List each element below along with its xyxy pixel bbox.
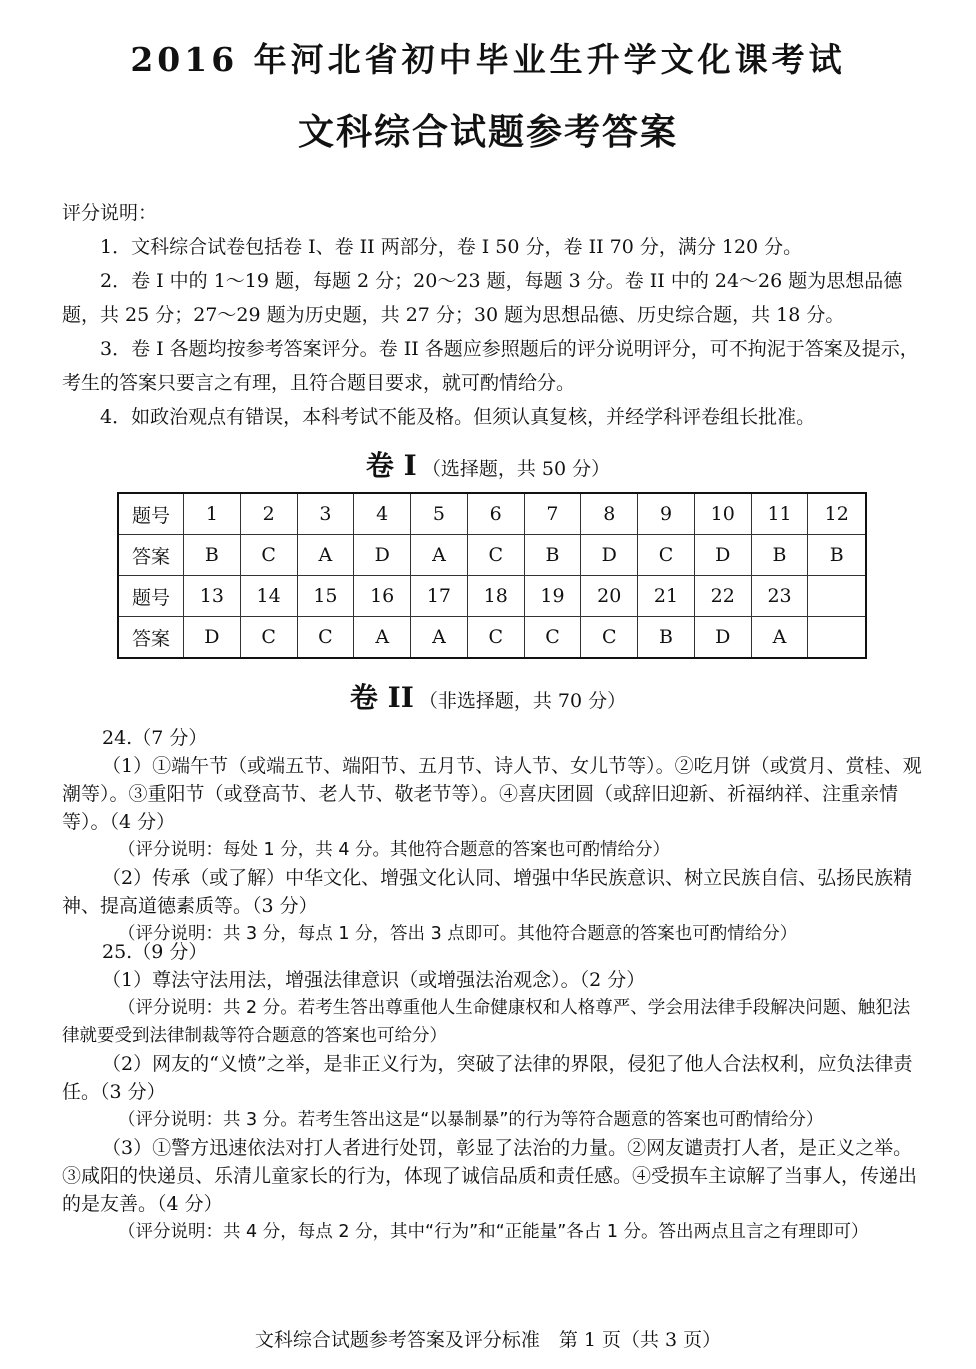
table-cell: 10: [694, 493, 751, 535]
table-cell: 7: [524, 493, 581, 535]
table-cell: 5: [411, 493, 468, 535]
part1-note: （选择题，共 50 分）: [421, 458, 611, 480]
row-header: 答案: [118, 617, 184, 659]
row-header: 答案: [118, 535, 184, 576]
table-cell: D: [184, 617, 241, 659]
question-24-note-2: （评分说明：共 3 分，每点 1 分，答出 3 点即可。其他符合题意的答案也可酌情给分）: [118, 924, 798, 944]
table-cell: 12: [808, 493, 866, 535]
table-cell: A: [354, 617, 411, 659]
table-cell: D: [581, 535, 638, 576]
table-cell: A: [297, 535, 354, 576]
table-cell: [808, 617, 866, 659]
question-25-head: 25.（9 分）: [102, 941, 208, 963]
row-header: 题号: [118, 576, 184, 617]
table-cell: 15: [297, 576, 354, 617]
table-cell: 9: [638, 493, 695, 535]
table-cell: C: [581, 617, 638, 659]
table-cell: C: [467, 535, 524, 576]
table-cell: 3: [297, 493, 354, 535]
answer-table: [117, 492, 867, 659]
question-25-note-3: （评分说明：共 4 分，每点 2 分，其中“行为”和“正能量”各占 1 分。答出两点且言之有理即可）: [118, 1222, 869, 1242]
row-header: 题号: [118, 493, 184, 535]
table-cell: 20: [581, 576, 638, 617]
table-cell: 16: [354, 576, 411, 617]
table-cell: 8: [581, 493, 638, 535]
question-24-note-1: （评分说明：每处 1 分，共 4 分。其他符合题意的答案也可酌情给分）: [118, 840, 671, 860]
table-cell: 18: [467, 576, 524, 617]
table-cell: 6: [467, 493, 524, 535]
scoring-item-4: 4．如政治观点有错误，本科考试不能及格。但须认真复核，并经学科评卷组长批准。: [100, 406, 816, 428]
scoring-item-3: 3．卷 I 各题均按参考答案评分。卷 II 各题应参照题后的评分说明评分，可不拘泥于答案及提示，考生的答案只要言之有理，且符合题目要求，就可酌情给分。: [62, 338, 919, 394]
table-cell: 14: [240, 576, 297, 617]
question-24-answer-2: （2）传承（或了解）中华文化、增强文化认同、增强中华民族意识、树立民族自信、弘扬民族精神、提高道德素质等。（3 分）: [62, 867, 913, 917]
table-cell: C: [297, 617, 354, 659]
table-cell: C: [638, 535, 695, 576]
page-footer: 文科综合试题参考答案及评分标准 第 1 页（共 3 页）: [254, 1329, 722, 1351]
table-cell: B: [524, 535, 581, 576]
question-25-answer-3: （3）①警方迅速依法对打人者进行处罚，彰显了法治的力量。②网友谴责打人者，是正义之举。③咸阳的快递员、乐清儿童家长的行为，体现了诚信品质和责任感。④受损车主谅解了当事人，传递出的是友善。（4 分）: [62, 1137, 918, 1215]
table-row: [118, 535, 866, 576]
part2-note: （非选择题，共 70 分）: [418, 690, 627, 712]
question-24-answer-1: （1）①端午节（或端五节、端阳节、五月节、诗人节、女儿节等）。②吃月饼（或赏月、赏桂、观潮等）。③重阳节（或登高节、老人节、敬老节等）。④喜庆团圆（或辞旧迎新、祈福纳祥、注重亲情等）。（4 分）: [62, 755, 922, 833]
table-cell: 17: [411, 576, 468, 617]
table-cell: 1: [184, 493, 241, 535]
question-24: [62, 724, 924, 948]
question-24-head: 24.（7 分）: [102, 727, 208, 749]
table-cell: A: [751, 617, 808, 659]
question-25-note-1: （评分说明：共 2 分。若考生答出尊重他人生命健康权和人格尊严、学会用法律手段解决问题、触犯法律就要受到法律制裁等符合题意的答案也可给分）: [62, 998, 911, 1046]
table-cell: 2: [240, 493, 297, 535]
table-cell: D: [694, 535, 751, 576]
scoring-item-2: 2．卷 I 中的 1～19 题，每题 2 分；20～23 题，每题 3 分。卷 II 中的 24～26 题为思想品德题，共 25 分；27～29 题为历史题，共 27 分；30 题为思想品德、历史综合题，共 18 分。: [62, 270, 903, 326]
table-cell: B: [751, 535, 808, 576]
part2-heading: [0, 676, 976, 716]
table-cell: D: [694, 617, 751, 659]
question-25-answer-2: （2）网友的“义愤”之举，是非正义行为，突破了法律的界限，侵犯了他人合法权利，应负法律责任。（3 分）: [62, 1053, 913, 1103]
part1-label: 卷 I: [365, 449, 417, 482]
table-cell: A: [411, 617, 468, 659]
question-25-answer-1: （1）尊法守法用法，增强法律意识（或增强法治观念）。（2 分）: [102, 969, 646, 991]
table-cell: 21: [638, 576, 695, 617]
table-cell: 23: [751, 576, 808, 617]
exam-title: 2016 年河北省初中毕业生升学文化课考试: [130, 40, 846, 79]
table-cell: 19: [524, 576, 581, 617]
table-cell: A: [411, 535, 468, 576]
table-cell: C: [524, 617, 581, 659]
answer-key-title: 文科综合试题参考答案: [297, 112, 678, 153]
question-25-note-2: （评分说明：共 3 分。若考生答出这是“以暴制暴”的行为等符合题意的答案也可酌情给分）: [118, 1110, 824, 1130]
table-cell: [808, 576, 866, 617]
table-cell: C: [240, 535, 297, 576]
table-row: [118, 617, 866, 659]
table-row: [118, 576, 866, 617]
table-cell: B: [808, 535, 866, 576]
part1-heading: [0, 444, 976, 484]
scoring-instructions: [62, 196, 924, 434]
question-25: [62, 938, 924, 1246]
table-cell: B: [638, 617, 695, 659]
table-cell: 22: [694, 576, 751, 617]
table-cell: 4: [354, 493, 411, 535]
table-row: [118, 493, 866, 535]
scoring-item-1: 1．文科综合试卷包括卷 I、卷 II 两部分，卷 I 50 分，卷 II 70 分，满分 120 分。: [100, 236, 803, 258]
table-cell: C: [240, 617, 297, 659]
table-cell: B: [184, 535, 241, 576]
scoring-heading: 评分说明：: [62, 202, 158, 224]
part2-label: 卷 II: [349, 681, 414, 714]
table-cell: D: [354, 535, 411, 576]
table-cell: 11: [751, 493, 808, 535]
table-cell: 13: [184, 576, 241, 617]
table-cell: C: [467, 617, 524, 659]
